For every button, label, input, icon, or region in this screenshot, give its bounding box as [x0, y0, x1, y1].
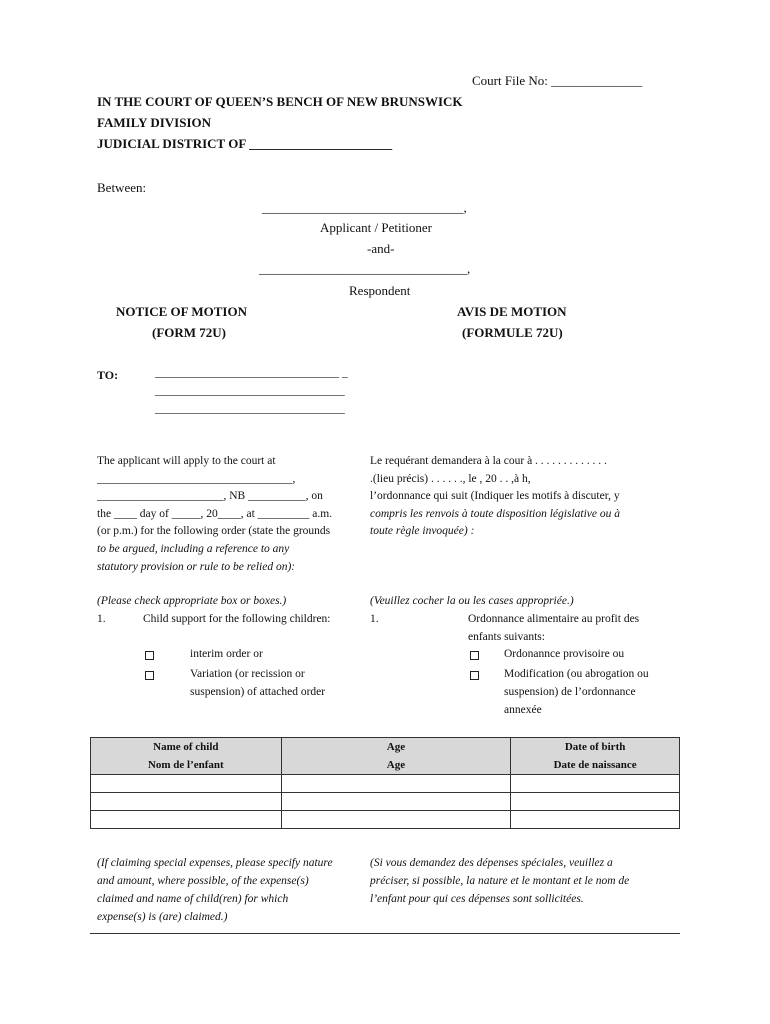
header-age-fr: Age — [386, 759, 406, 771]
en-para-line-5: (or p.m.) for the following order (state the grounds — [97, 525, 331, 537]
child-dob-cell[interactable] — [511, 811, 680, 829]
fr-para-line-1: Le requérant demandera à la cour à . . . . . . . . . . . . . — [370, 455, 607, 467]
fr-para-line-5: toute règle invoquée) : — [370, 525, 475, 537]
child-dob-cell[interactable] — [511, 775, 680, 793]
fr-special-line-1: (Si vous demandez des dépenses spéciales, veuillez a — [370, 857, 613, 869]
en-para-line-3: ______________________, NB __________, on — [97, 490, 323, 502]
provisoire-label: Ordonannce provisoire ou — [504, 648, 625, 660]
child-age-cell[interactable] — [281, 811, 511, 829]
en-item-text: Child support for the following children: — [143, 613, 331, 625]
court-name: IN THE COURT OF QUEEN’S BENCH OF NEW BRUNSWICK — [97, 94, 463, 109]
child-name-cell[interactable] — [91, 793, 282, 811]
table-row — [91, 811, 680, 829]
variation-label-line-2: suspension) of attached order — [190, 686, 326, 698]
fr-item-number: 1. — [370, 613, 379, 625]
child-name-cell[interactable] — [91, 811, 282, 829]
modification-label-line-2: suspension) de l’ordonnance — [504, 686, 636, 698]
en-item-number: 1. — [97, 613, 106, 625]
fr-item-line-1: Ordonnance alimentaire au profit des — [468, 613, 640, 625]
en-special-line-2: and amount, where possible, of the expense(s) — [97, 875, 309, 887]
form-number-fr: (FORMULE 72U) — [462, 325, 563, 340]
to-label: TO: — [97, 368, 119, 382]
provisoire-checkbox[interactable] — [470, 651, 479, 660]
header-name-of-child — [91, 738, 282, 775]
between-label: Between: — [97, 180, 147, 195]
header-date-of-birth — [511, 738, 680, 775]
header-age-en: Age — [386, 741, 406, 753]
bottom-divider — [90, 933, 680, 934]
applicant-line: _______________________________, — [262, 200, 467, 215]
division: FAMILY DIVISION — [97, 115, 212, 130]
en-check-note: (Please check appropriate box or boxes.) — [97, 595, 287, 607]
en-special-line-1: (If claiming special expenses, please specify nature — [97, 857, 333, 869]
en-para-line-6: to be argued, including a reference to any — [97, 543, 290, 555]
title-en: NOTICE OF MOTION — [116, 304, 247, 319]
applicant-label: Applicant / Petitioner — [320, 220, 432, 235]
child-age-cell[interactable] — [281, 775, 511, 793]
respondent-label: Respondent — [349, 283, 411, 298]
header-age — [281, 738, 511, 775]
modification-label-line-1: Modification (ou abrogation ou — [504, 668, 649, 680]
interim-order-label: interim order or — [190, 648, 263, 660]
table-header-row — [91, 738, 680, 775]
header-dob-en: Date of birth — [564, 741, 626, 753]
child-age-cell[interactable] — [281, 793, 511, 811]
header-dob-fr: Date de naissance — [553, 759, 637, 771]
table-row — [91, 793, 680, 811]
to-line-3: _________________________________ — [155, 403, 345, 415]
child-name-cell[interactable] — [91, 775, 282, 793]
fr-para-line-4: compris les renvois à toute disposition législative ou à — [370, 508, 620, 520]
modification-label-line-3: annexée — [504, 704, 542, 716]
title-fr: AVIS DE MOTION — [457, 304, 567, 319]
modification-checkbox[interactable] — [470, 671, 479, 680]
header-name-fr: Nom de l’enfant — [147, 759, 224, 771]
fr-special-line-3: l’enfant pour qui ces dépenses sont sollicitées. — [370, 893, 584, 905]
table-row — [91, 775, 680, 793]
child-dob-cell[interactable] — [511, 793, 680, 811]
fr-para-line-3: l’ordonnance qui suit (Indiquer les motifs à discuter, y — [370, 490, 620, 502]
variation-checkbox[interactable] — [145, 671, 154, 680]
fr-check-note: (Veuillez cocher la ou les cases appropriée.) — [370, 595, 574, 607]
en-special-line-3: claimed and name of child(ren) for which — [97, 893, 289, 905]
en-para-line-1: The applicant will apply to the court at — [97, 455, 276, 467]
interim-order-checkbox[interactable] — [145, 651, 154, 660]
variation-label-line-1: Variation (or recission or — [190, 668, 305, 680]
en-para-line-7: statutory provision or rule to be relied on): — [97, 561, 296, 573]
court-file-number: Court File No: ______________ — [472, 73, 643, 88]
form-number-en: (FORM 72U) — [152, 325, 227, 340]
fr-special-line-2: préciser, si possible, la nature et le montant et le nom de — [370, 875, 630, 887]
judicial-district: JUDICIAL DISTRICT OF ______________________ — [97, 136, 393, 151]
fr-item-line-2: enfants suivants: — [468, 631, 545, 643]
en-special-line-4: expense(s) is (are) claimed.) — [97, 911, 228, 923]
en-para-line-4: the ____ day of _____, 20____, at _________ a.m. — [97, 508, 333, 520]
fr-para-line-2: .(lieu précis) . . . . . ., le , 20 . . ,à h, — [370, 473, 531, 485]
to-line-1: ________________________________ _ — [155, 367, 348, 379]
en-para-line-2: __________________________________, — [97, 473, 296, 485]
to-line-2: _________________________________ — [155, 385, 345, 397]
children-table — [90, 737, 680, 829]
and-label: -and- — [367, 241, 395, 256]
respondent-line: ________________________________, — [259, 261, 471, 276]
header-name-en: Name of child — [153, 741, 219, 753]
